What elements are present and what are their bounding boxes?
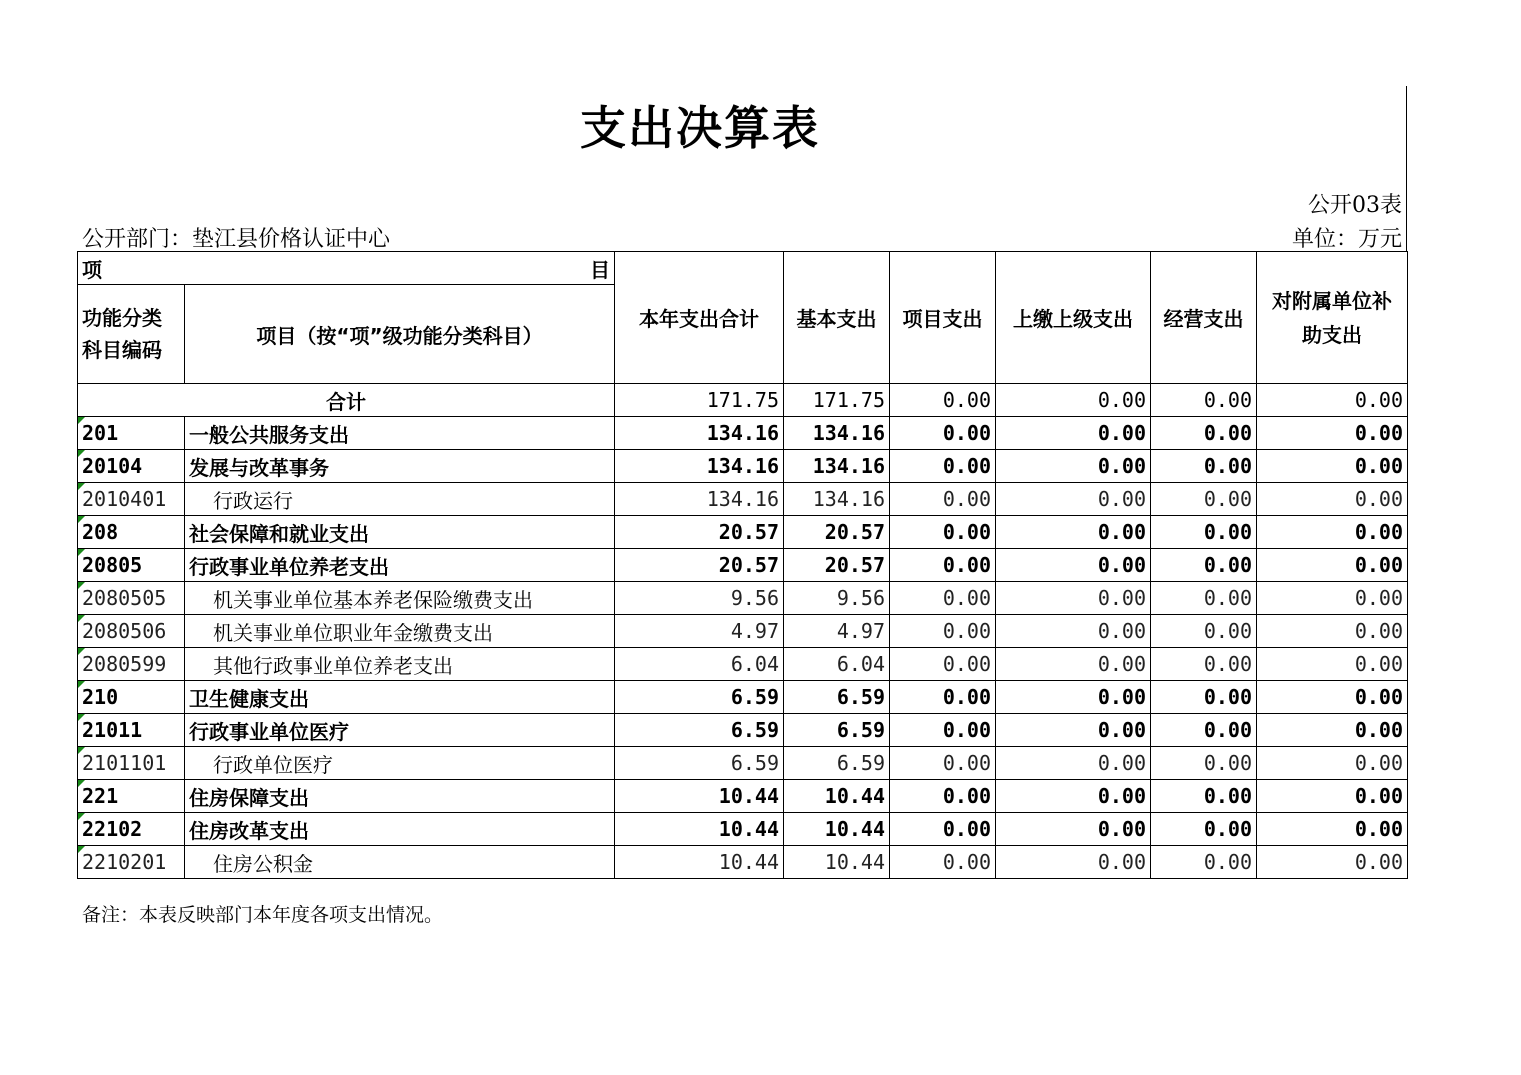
row-value: 0.00 bbox=[1151, 549, 1257, 582]
row-value: 6.59 bbox=[784, 714, 890, 747]
row-value: 0.00 bbox=[1257, 483, 1408, 516]
row-value: 0.00 bbox=[996, 582, 1151, 615]
row-code: 2080506 bbox=[78, 615, 185, 648]
row-name: 发展与改革事务 bbox=[185, 450, 615, 483]
row-name: 住房公积金 bbox=[185, 846, 615, 879]
row-value: 0.00 bbox=[1151, 846, 1257, 879]
table-row bbox=[78, 780, 1408, 813]
row-name: 卫生健康支出 bbox=[185, 681, 615, 714]
header-project: 项目支出 bbox=[890, 252, 996, 384]
row-value: 0.00 bbox=[1151, 516, 1257, 549]
row-value: 134.16 bbox=[615, 450, 784, 483]
row-value: 0.00 bbox=[1257, 846, 1408, 879]
row-value: 0.00 bbox=[890, 516, 996, 549]
total-value: 171.75 bbox=[784, 384, 890, 417]
row-value: 6.59 bbox=[615, 681, 784, 714]
row-value: 134.16 bbox=[784, 483, 890, 516]
row-value: 20.57 bbox=[615, 549, 784, 582]
row-value: 0.00 bbox=[890, 813, 996, 846]
row-code: 22102 bbox=[78, 813, 185, 846]
row-value: 0.00 bbox=[1257, 417, 1408, 450]
header-item-cell bbox=[78, 252, 615, 285]
department-label: 公开部门：垫江县价格认证中心 bbox=[82, 227, 391, 252]
unit-label: 单位：万元 bbox=[1291, 227, 1402, 252]
row-name: 行政单位医疗 bbox=[185, 747, 615, 780]
row-code: 201 bbox=[78, 417, 185, 450]
row-value: 10.44 bbox=[784, 780, 890, 813]
total-value: 0.00 bbox=[996, 384, 1151, 417]
row-name: 一般公共服务支出 bbox=[185, 417, 615, 450]
row-code: 20104 bbox=[78, 450, 185, 483]
row-value: 0.00 bbox=[890, 780, 996, 813]
row-value: 0.00 bbox=[1151, 450, 1257, 483]
row-value: 4.97 bbox=[615, 615, 784, 648]
header-name: 项目（按“项”级功能分类科目） bbox=[185, 285, 615, 384]
header-subsidy-label: 对附属单位补助支出 bbox=[1272, 288, 1392, 347]
row-code: 2010401 bbox=[78, 483, 185, 516]
table-row bbox=[78, 813, 1408, 846]
row-value: 0.00 bbox=[1151, 417, 1257, 450]
table-row bbox=[78, 714, 1408, 747]
row-value: 0.00 bbox=[996, 846, 1151, 879]
total-value: 0.00 bbox=[1257, 384, 1408, 417]
row-value: 134.16 bbox=[615, 483, 784, 516]
header-row-top bbox=[78, 252, 1408, 285]
row-value: 10.44 bbox=[784, 813, 890, 846]
table-row bbox=[78, 681, 1408, 714]
row-value: 0.00 bbox=[890, 714, 996, 747]
row-value: 9.56 bbox=[615, 582, 784, 615]
row-value: 134.16 bbox=[615, 417, 784, 450]
total-value: 0.00 bbox=[890, 384, 996, 417]
row-value: 0.00 bbox=[890, 747, 996, 780]
row-value: 0.00 bbox=[1257, 450, 1408, 483]
header-operating: 经营支出 bbox=[1151, 252, 1257, 384]
row-value: 0.00 bbox=[1151, 780, 1257, 813]
row-value: 0.00 bbox=[1257, 714, 1408, 747]
table-row bbox=[78, 417, 1408, 450]
row-value: 9.56 bbox=[784, 582, 890, 615]
row-value: 4.97 bbox=[784, 615, 890, 648]
row-value: 0.00 bbox=[1151, 681, 1257, 714]
row-name: 行政事业单位医疗 bbox=[185, 714, 615, 747]
row-value: 10.44 bbox=[615, 846, 784, 879]
row-value: 0.00 bbox=[1151, 747, 1257, 780]
row-value: 0.00 bbox=[1257, 549, 1408, 582]
row-name: 机关事业单位基本养老保险缴费支出 bbox=[185, 582, 615, 615]
row-code: 2101101 bbox=[78, 747, 185, 780]
header-basic: 基本支出 bbox=[784, 252, 890, 384]
row-value: 0.00 bbox=[996, 483, 1151, 516]
row-value: 0.00 bbox=[996, 780, 1151, 813]
row-value: 0.00 bbox=[890, 549, 996, 582]
row-code: 2080599 bbox=[78, 648, 185, 681]
row-value: 0.00 bbox=[1257, 582, 1408, 615]
header-superior: 上缴上级支出 bbox=[996, 252, 1151, 384]
page-title: 支出决算表 bbox=[580, 101, 820, 155]
header-subsidy bbox=[1257, 252, 1408, 384]
row-value: 134.16 bbox=[784, 417, 890, 450]
total-label: 合计 bbox=[78, 384, 615, 417]
row-value: 10.44 bbox=[615, 780, 784, 813]
row-value: 0.00 bbox=[996, 615, 1151, 648]
total-value: 171.75 bbox=[615, 384, 784, 417]
row-name: 行政运行 bbox=[185, 483, 615, 516]
table-row bbox=[78, 846, 1408, 879]
row-code: 2210201 bbox=[78, 846, 185, 879]
row-code: 20805 bbox=[78, 549, 185, 582]
row-value: 0.00 bbox=[1257, 648, 1408, 681]
form-number: 公开03表 bbox=[1308, 193, 1402, 218]
table-row bbox=[78, 549, 1408, 582]
row-value: 0.00 bbox=[890, 648, 996, 681]
row-value: 6.59 bbox=[615, 714, 784, 747]
row-value: 20.57 bbox=[784, 549, 890, 582]
row-value: 10.44 bbox=[615, 813, 784, 846]
row-value: 10.44 bbox=[784, 846, 890, 879]
table-row bbox=[78, 516, 1408, 549]
row-value: 0.00 bbox=[1257, 747, 1408, 780]
row-code: 2080505 bbox=[78, 582, 185, 615]
row-name: 其他行政事业单位养老支出 bbox=[185, 648, 615, 681]
row-value: 0.00 bbox=[890, 450, 996, 483]
row-value: 6.59 bbox=[784, 747, 890, 780]
table-row bbox=[78, 747, 1408, 780]
row-value: 0.00 bbox=[1151, 813, 1257, 846]
row-value: 0.00 bbox=[890, 615, 996, 648]
row-value: 0.00 bbox=[996, 549, 1151, 582]
row-value: 0.00 bbox=[996, 417, 1151, 450]
header-total: 本年支出合计 bbox=[615, 252, 784, 384]
row-value: 0.00 bbox=[1257, 780, 1408, 813]
table-row bbox=[78, 582, 1408, 615]
row-value: 0.00 bbox=[996, 747, 1151, 780]
row-value: 6.59 bbox=[615, 747, 784, 780]
row-name: 住房改革支出 bbox=[185, 813, 615, 846]
row-value: 0.00 bbox=[890, 417, 996, 450]
row-value: 0.00 bbox=[1257, 813, 1408, 846]
row-value: 20.57 bbox=[615, 516, 784, 549]
row-value: 0.00 bbox=[890, 846, 996, 879]
row-value: 0.00 bbox=[1151, 615, 1257, 648]
row-value: 0.00 bbox=[996, 681, 1151, 714]
row-value: 0.00 bbox=[1151, 648, 1257, 681]
total-row bbox=[78, 384, 1408, 417]
table-row bbox=[78, 648, 1408, 681]
row-value: 0.00 bbox=[1151, 714, 1257, 747]
table-row bbox=[78, 450, 1408, 483]
row-value: 6.59 bbox=[784, 681, 890, 714]
table-row bbox=[78, 615, 1408, 648]
total-value: 0.00 bbox=[1151, 384, 1257, 417]
row-value: 0.00 bbox=[890, 483, 996, 516]
row-value: 6.04 bbox=[615, 648, 784, 681]
row-value: 0.00 bbox=[996, 714, 1151, 747]
header-item-right: 目 bbox=[590, 257, 610, 282]
row-value: 0.00 bbox=[996, 648, 1151, 681]
row-name: 住房保障支出 bbox=[185, 780, 615, 813]
row-value: 0.00 bbox=[890, 681, 996, 714]
header-code bbox=[78, 285, 185, 384]
row-code: 210 bbox=[78, 681, 185, 714]
row-name: 机关事业单位职业年金缴费支出 bbox=[185, 615, 615, 648]
footnote: 备注：本表反映部门本年度各项支出情况。 bbox=[82, 904, 444, 926]
sheet-edge-line bbox=[1406, 86, 1407, 252]
header-code-label: 功能分类科目编码 bbox=[82, 306, 162, 362]
row-value: 20.57 bbox=[784, 516, 890, 549]
row-value: 0.00 bbox=[1151, 582, 1257, 615]
row-name: 社会保障和就业支出 bbox=[185, 516, 615, 549]
row-code: 208 bbox=[78, 516, 185, 549]
row-value: 0.00 bbox=[996, 450, 1151, 483]
header-item-left: 项 bbox=[82, 257, 102, 282]
row-value: 0.00 bbox=[1257, 615, 1408, 648]
row-value: 0.00 bbox=[1151, 483, 1257, 516]
row-value: 0.00 bbox=[890, 582, 996, 615]
row-value: 134.16 bbox=[784, 450, 890, 483]
row-code: 221 bbox=[78, 780, 185, 813]
row-name: 行政事业单位养老支出 bbox=[185, 549, 615, 582]
row-value: 0.00 bbox=[1257, 516, 1408, 549]
row-value: 0.00 bbox=[996, 813, 1151, 846]
row-value: 6.04 bbox=[784, 648, 890, 681]
row-value: 0.00 bbox=[996, 516, 1151, 549]
table-row bbox=[78, 483, 1408, 516]
row-value: 0.00 bbox=[1257, 681, 1408, 714]
row-code: 21011 bbox=[78, 714, 185, 747]
expenditure-table bbox=[77, 251, 1408, 879]
